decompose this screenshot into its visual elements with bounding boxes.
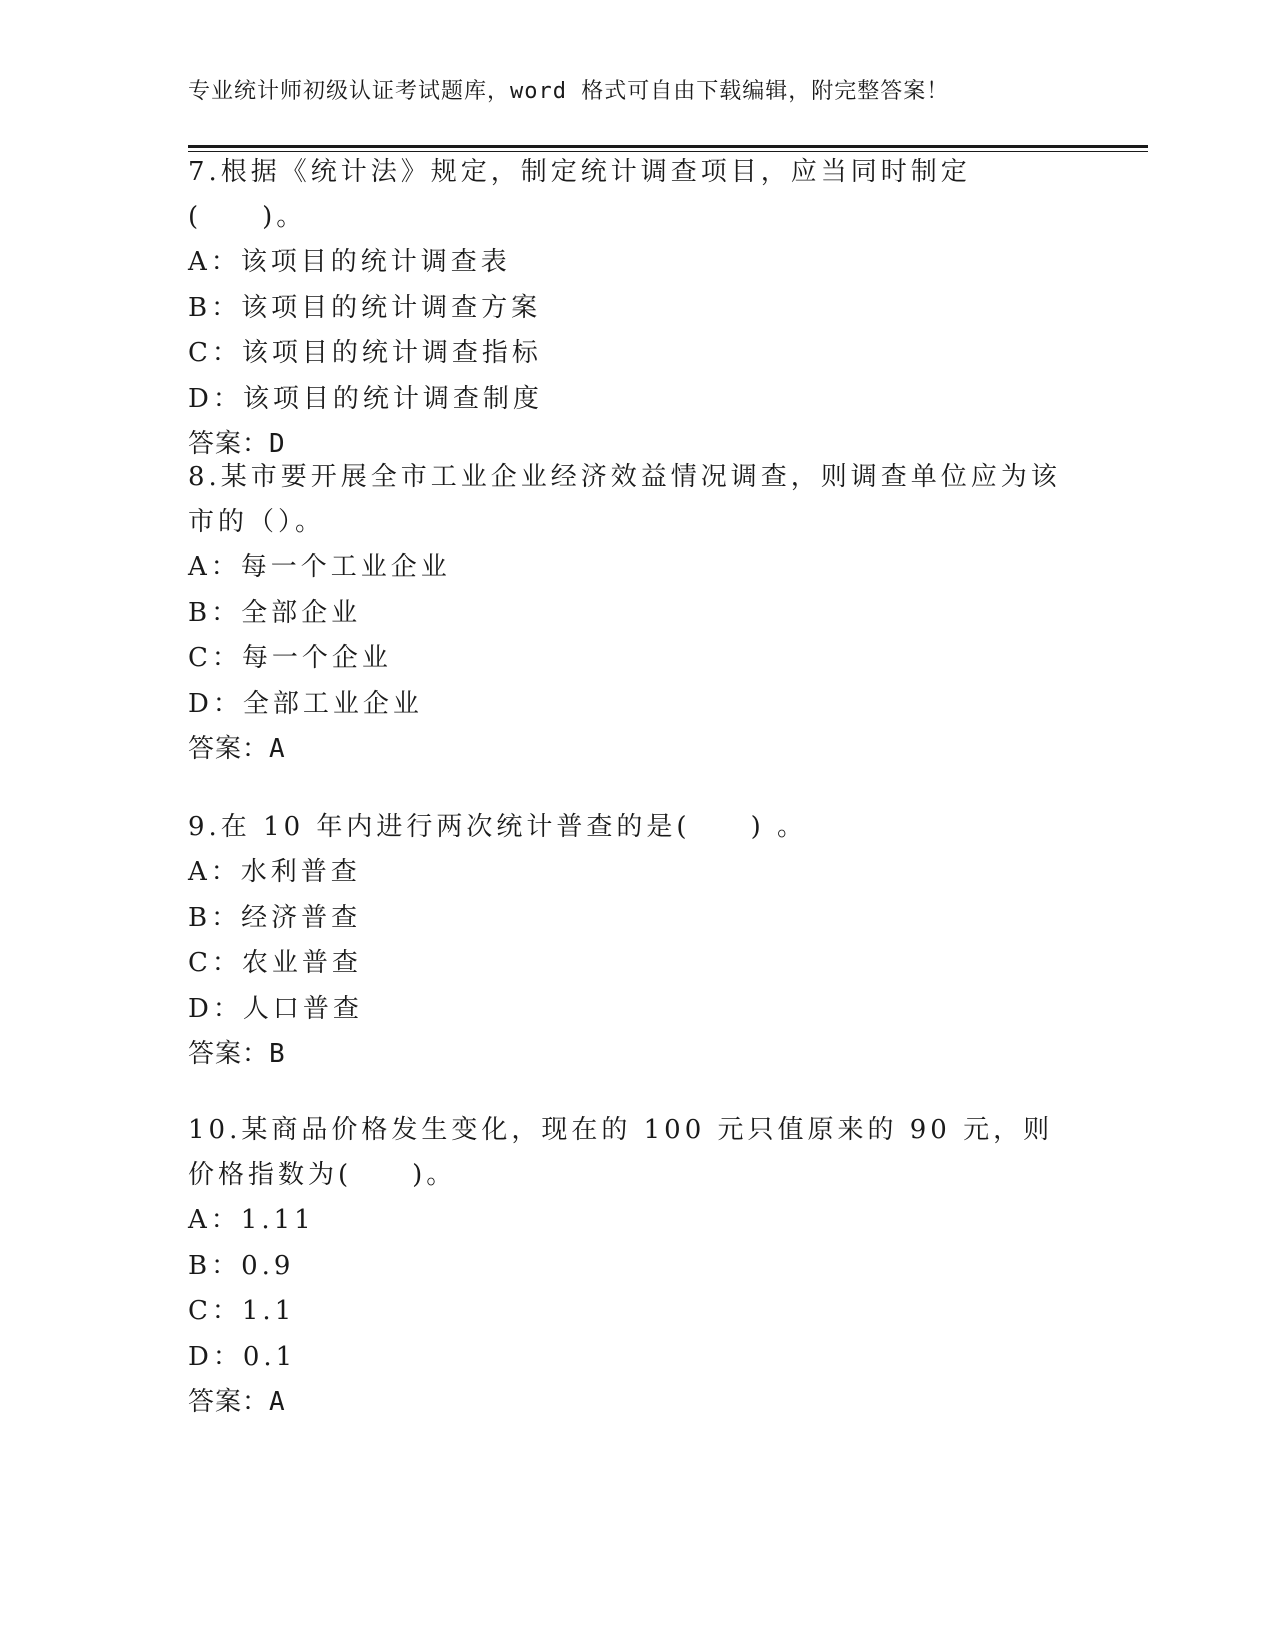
answer-line	[188, 1032, 1068, 1077]
option-d: D：该项目的统计调查制度	[188, 383, 543, 414]
option-d: D：人口普查	[188, 993, 363, 1024]
question-stem: 7.根据《统计法》规定，制定统计调查项目，应当同时制定( )。	[188, 157, 971, 232]
question-stem: 8.某市要开展全市工业企业经济效益情况调查，则调查单位应为该市的（）。	[188, 462, 1061, 537]
answer-value: D	[269, 429, 286, 459]
option-a: A：1.11	[188, 1205, 315, 1235]
answer-value: A	[269, 1387, 286, 1417]
option-a: A：每一个工业企业	[188, 552, 451, 582]
option-d: D：全部工业企业	[188, 688, 423, 719]
question-10	[188, 1108, 1068, 1425]
option-c: C：1.1	[188, 1296, 296, 1326]
option-b: B：0.9	[188, 1250, 295, 1281]
answer-label: 答案：	[188, 429, 270, 459]
question-stem: 10.某商品价格发生变化，现在的 100 元只值原来的 90 元，则价格指数为( )。	[188, 1115, 1054, 1190]
question-stem: 9.在 10 年内进行两次统计普查的是( ) 。	[188, 812, 807, 842]
option-b: B：经济普查	[188, 902, 362, 933]
question-7	[188, 150, 1068, 467]
option-c: C：每一个企业	[188, 643, 392, 673]
header-note: 专业统计师初级认证考试题库，word 格式可自由下载编辑，附完整答案！	[188, 79, 950, 104]
option-a: A：该项目的统计调查表	[188, 247, 511, 277]
option-a: A：水利普查	[188, 857, 361, 887]
answer-line	[188, 1380, 1068, 1425]
question-8	[188, 455, 1068, 772]
answer-value: A	[269, 734, 286, 764]
option-b: B：该项目的统计调查方案	[188, 292, 542, 323]
answer-line	[188, 727, 1068, 772]
answer-label: 答案：	[188, 1387, 270, 1417]
answer-value: B	[269, 1039, 286, 1069]
option-b: B：全部企业	[188, 597, 362, 628]
answer-label: 答案：	[188, 734, 270, 764]
question-9	[188, 805, 1068, 1077]
option-c: C：农业普查	[188, 948, 362, 978]
answer-label: 答案：	[188, 1039, 270, 1069]
header-rule-thick	[188, 145, 1148, 148]
option-d: D：0.1	[188, 1341, 297, 1372]
option-c: C：该项目的统计调查指标	[188, 338, 542, 368]
